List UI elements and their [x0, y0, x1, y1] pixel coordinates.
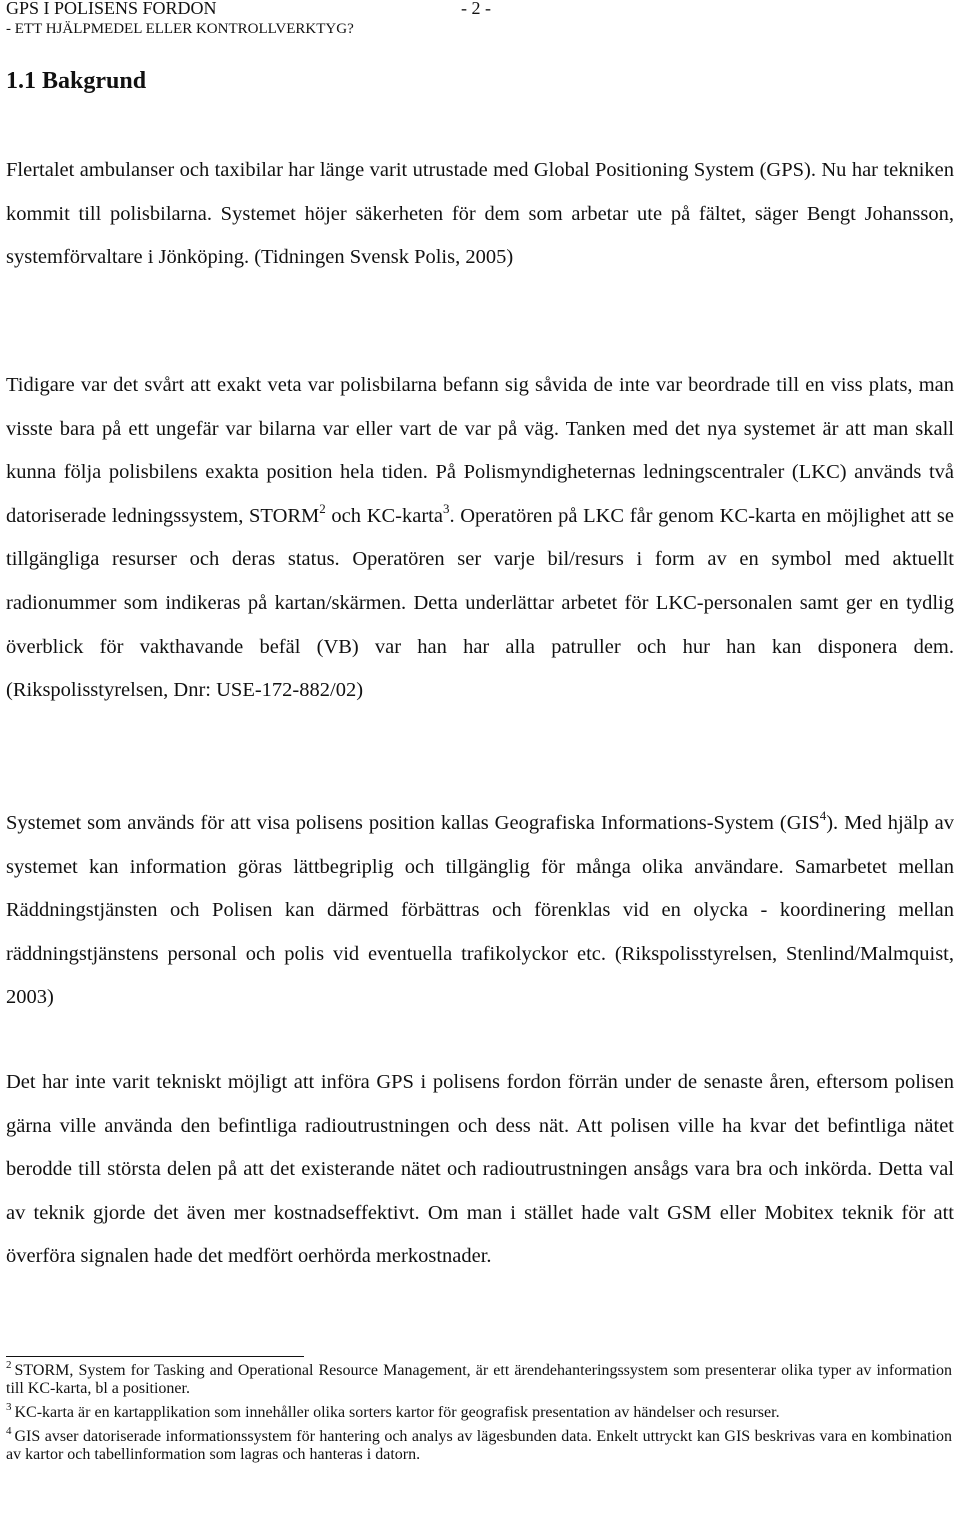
paragraph-2 — [6, 364, 954, 713]
footnote-text: STORM, System for Tasking and Operational Resource Management, är ett ärendehanteringssystem som presenterar olika typer av information till KC-karta, bl a positioner. — [6, 1362, 952, 1397]
running-header — [6, 0, 566, 39]
footnote-ref-2: 2 — [319, 500, 326, 516]
paragraph-2-text-c: . Operatören på LKC får genom KC-karta en möjlighet att se tillgängliga resurser och deras status. Operatören ser varje bil/resurs i form av en symbol med aktuellt radionummer som indikeras på kartan/skärmen. Detta underlättar arbetet för LKC-personalen samt ger en tydlig överblick för vakthavande befäl (VB) var han har alla patruller och hur han kan disponera dem. (Rikspolisstyrelsen, Dnr: USE-172-882/02) — [6, 504, 954, 702]
paragraph-3-text-a: Systemet som används för att visa polisens position kallas Geografiska Informations-System (GIS — [6, 812, 820, 834]
paragraph-4: Det har inte varit tekniskt möjligt att införa GPS i polisens fordon förrän under de senaste åren, eftersom polisen gärna ville använda den befintliga radioutrustningen och dess nät. Att polisen ville ha kvar det befintliga nätet berodde till största delen på att det existerande nätet och radioutrustningen ansågs vara bra och inkörda. Detta val av teknik gjorde det även mer kostnadseffektivt. Om man i stället hade valt GSM eller Mobitex teknik för att överföra signalen hade det medfört oerhörda merkostnader. — [6, 1071, 954, 1268]
paragraph-1: Flertalet ambulanser och taxibilar har länge varit utrustade med Global Positioning System (GPS). Nu har tekniken kommit till polisbilarna. Systemet höjer säkerheten för dem som arbetar ute på fältet, säger Bengt Johansson, systemförvaltare i Jönköping. (Tidningen Svensk Polis, 2005) — [6, 159, 954, 269]
paragraph-3-text-b: ). Med hjälp av systemet kan information göras lättbegriplig och tillgänglig för många olika användare. Samarbetet mellan Räddningstjänsten och Polisen kan därmed förbättras och förenklas vid en olycka - koordinering mellan räddningstjänstens personal och polis vid eventuella trafikolyckor etc. (Rikspolisstyrelsen, Stenlind/Malmquist, 2003) — [6, 812, 954, 1009]
footnote-marker: 2 — [6, 1359, 12, 1371]
paragraph-2-text-b: och KC-karta — [325, 504, 443, 527]
footnote-4 — [6, 1425, 952, 1464]
footnote-3 — [6, 1401, 952, 1422]
paragraph-2-text-a: Tidigare var det svårt att exakt veta var polisbilarna befann sig såvida de inte var beordrade till en viss plats, man visste bara på ett ungefär var bilarna var eller vart de var på väg. Tanken med det nya systemet är att man skall kunna följa polisbilens exakta position hela tiden. På Polismyndigheternas ledningscentraler (LKC) används två datoriserade ledningssystem, STORM — [6, 374, 954, 527]
footnote-text: GIS avser datoriserade informationssystem för hantering och analys av lägesbunden data. Enkelt uttryckt kan GIS beskrivas vara en kombination av kartor och tabellinformation som lagras och hanteras i datorn. — [6, 1428, 952, 1463]
header-subtitle: - ETT HJÄLPMEDEL ELLER KONTROLLVERKTYG? — [6, 21, 354, 37]
section-heading: 1.1 Bakgrund — [6, 68, 147, 94]
footnote-marker: 4 — [6, 1425, 12, 1437]
footnote-text: KC-karta är en kartapplikation som innehåller olika sorters kartor för geografisk presentation av händelser och resurser. — [14, 1404, 780, 1421]
footnote-separator — [6, 1356, 304, 1357]
paragraph-3 — [6, 802, 954, 1020]
footnote-list — [6, 1359, 952, 1470]
header-line-1 — [6, 0, 566, 19]
header-title: GPS I POLISENS FORDON — [6, 0, 217, 18]
footnote-ref-3: 3 — [442, 500, 450, 516]
footnote-marker: 3 — [6, 1401, 12, 1413]
footnote-2 — [6, 1359, 952, 1398]
page-number: - 2 - — [461, 0, 491, 18]
footnote-ref-4: 4 — [819, 808, 827, 823]
